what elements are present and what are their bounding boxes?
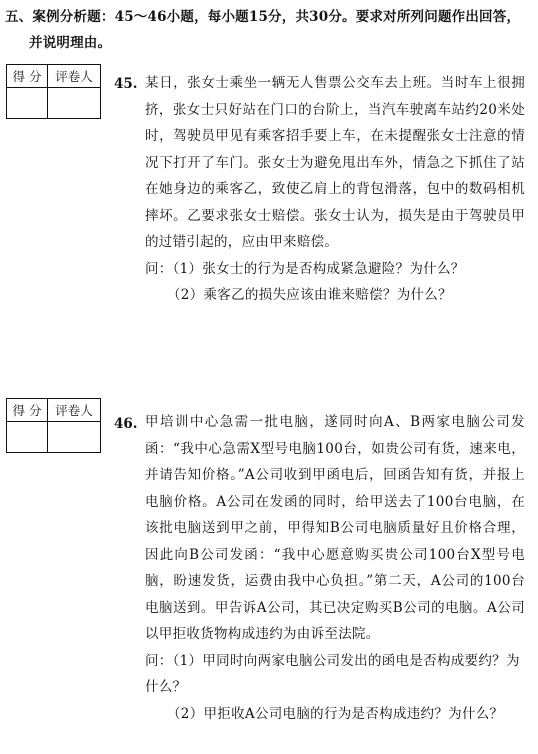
question-46-body <box>145 409 525 727</box>
grader-cell <box>48 422 101 453</box>
question-number-45: 45. <box>114 76 138 92</box>
question-45-ask-2: （2）乘客乙的损失应该由谁来赔偿？为什么？ <box>167 287 452 303</box>
grader-cell <box>48 88 101 119</box>
section-title-line2: 并说明理由。 <box>29 35 112 51</box>
score-box-45 <box>6 64 101 119</box>
section-title <box>5 4 533 56</box>
question-45-text: 某日，张女士乘坐一辆无人售票公交车去上班。当时车上很拥挤，张女士只好站在门口的台阶上，当汽车驶离车站约20米处时，驾驶员甲见有乘客招手要上车，在未提醒张女士注意的情况下打开了车门。张女士为避免甩出车外，情急之下抓住了站在她身边的乘客乙，致使乙肩上的背包滑落，包中的数码相机摔坏。乙要求张女士赔偿。张女士认为，损失是由于驾驶员甲的过错引起的，应由甲来赔偿。 <box>145 75 525 250</box>
score-cell <box>7 422 48 453</box>
question-46-text: 甲培训中心急需一批电脑，遂同时向A、B两家电脑公司发函：“我中心急需X型号电脑100台，如贵公司有货，速来电，并请告知价格。”A公司收到甲函电后，回函告知有货，并报上电脑价格。A公司在发函的同时，给甲送去了100台电脑，在该批电脑送到甲之前，甲得知B公司电脑质量好且价格合理，因此向B公司发函：“我中心愿意购买贵公司100台X型号电脑，盼速发货，运费由我中心负担。”第二天，A公司的100台电脑送到。甲告诉A公司，其已决定购买B公司的电脑。A公司以甲拒收货物构成违约为由诉至法院。 <box>145 414 525 642</box>
score-cell <box>7 88 48 119</box>
section-title-line1: 五、案例分析题：45～46小题，每小题15分，共30分。要求对所列问题作出回答， <box>5 9 521 25</box>
question-number-46: 46. <box>114 416 138 432</box>
score-header: 得 分 <box>7 399 48 422</box>
question-45-body <box>145 70 525 309</box>
score-box-46 <box>6 398 101 453</box>
grader-header: 评卷人 <box>48 65 101 88</box>
grader-header: 评卷人 <box>48 399 101 422</box>
question-46-ask-1: 问：（1）甲同时向两家电脑公司发出的函电是否构成要约？为 <box>145 652 520 669</box>
score-header: 得 分 <box>7 65 48 88</box>
question-45-ask-1: 问：（1）张女士的行为是否构成紧急避险？为什么？ <box>145 260 465 277</box>
question-46-ask-2: （2）甲拒收A公司电脑的行为是否构成违约？为什么？ <box>167 705 504 722</box>
question-46-ask-1-cont: 什么？ <box>145 679 187 695</box>
